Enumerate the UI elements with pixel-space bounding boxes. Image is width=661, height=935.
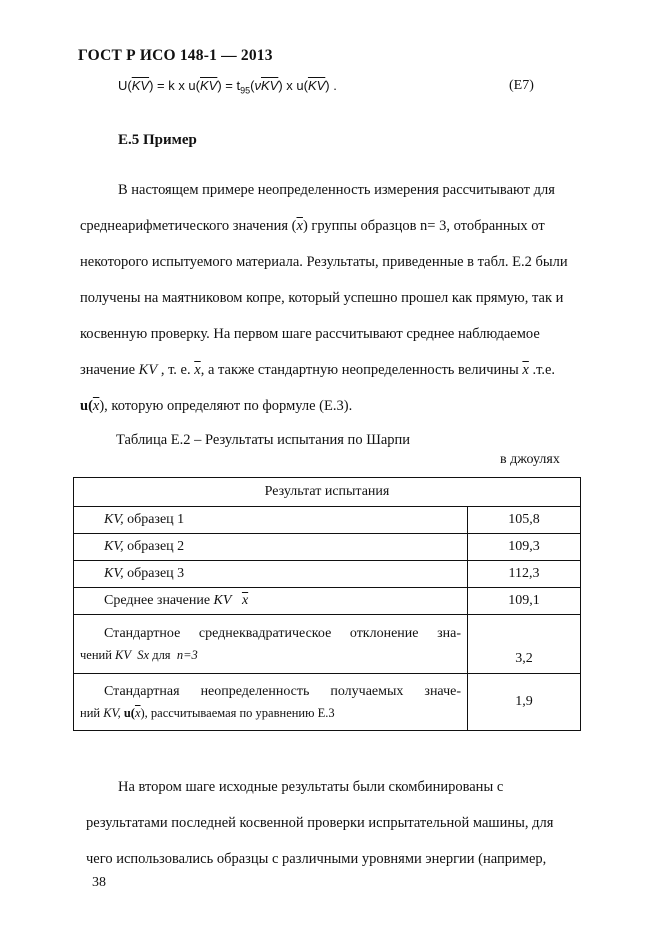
paragraph-line: косвенную проверку. На первом шаге рассчитывают среднее наблюдаемое <box>80 326 540 342</box>
results-table <box>73 477 581 731</box>
x-bar: $\overline{x}$ <box>92 398 100 414</box>
formula-part: ) = k x u( <box>149 78 200 93</box>
formula-kv: $\overline{KV}$ <box>131 78 150 93</box>
formula-part: ) x u( <box>278 78 308 93</box>
page-number: 38 <box>92 875 106 890</box>
text-part: значение <box>80 362 139 378</box>
u-symbol: u( <box>80 398 93 414</box>
row-label: KV, образец 3 <box>74 561 468 588</box>
x-bar: $\overline{x}$ <box>296 218 303 234</box>
paragraph-line: получены на маятниковом копре, который успешно прошел как прямую, так и <box>80 290 564 306</box>
row-label: Среднее значение KV $\overline{x}$ <box>74 588 468 615</box>
formula-part: U( <box>118 78 132 93</box>
paragraph-line: В настоящем примере неопределенность измерения рассчитывают для <box>118 182 555 198</box>
formula-e7 <box>118 78 337 96</box>
kv-symbol: KV <box>138 362 158 378</box>
table-row <box>74 561 581 588</box>
formula-part: ) = t <box>217 78 241 93</box>
text-part: , т. е. <box>157 362 195 378</box>
table-row-mean <box>74 588 581 615</box>
formula-subscript: 95 <box>240 85 251 96</box>
x-bar: $\overline{x}$ <box>522 362 529 378</box>
row-value: 3,2 <box>468 615 581 674</box>
row-label: KV, образец 1 <box>74 507 468 534</box>
table-row-uncertainty <box>74 674 581 731</box>
row-value: 105,8 <box>468 507 581 534</box>
row-value: 1,9 <box>468 674 581 731</box>
row-label: Стандартная неопределенность получаемых значе- ний KV, $u(\overline{x})$, рассчитываемая по уравнению Е.3 <box>74 674 468 731</box>
formula-nu: ν <box>254 78 261 93</box>
text-part: , а также стандартную неопределенность величины <box>200 362 523 378</box>
paragraph-line <box>80 398 352 415</box>
paragraph-line <box>80 218 545 235</box>
table-header: Результат испытания <box>74 478 581 507</box>
table-caption: Таблица Е.2 – Результаты испытания по Шарпи <box>116 432 411 448</box>
paragraph-line: результатами последней косвенной проверки испрытательной машины, для <box>86 815 554 831</box>
paragraph-line <box>80 362 555 379</box>
table-unit: в джоулях <box>500 452 560 467</box>
paragraph-line: некоторого испытуемого материала. Результаты, приведенные в табл. Е.2 были <box>80 254 568 270</box>
table-row <box>74 534 581 561</box>
table-header-row <box>74 478 581 507</box>
text-part: среднеарифметического значения ( <box>80 218 297 234</box>
text-part: ), которую определяют по формуле (Е.3). <box>99 398 353 414</box>
table-row <box>74 507 581 534</box>
row-value: 109,1 <box>468 588 581 615</box>
row-value: 112,3 <box>468 561 581 588</box>
paragraph-line: На втором шаге исходные результаты были скомбинированы с <box>118 779 504 795</box>
formula-kv: $\overline{KV}$ <box>200 78 218 93</box>
table-row-std <box>74 615 581 674</box>
document-header: ГОСТ Р ИСО 148-1 — 2013 <box>78 47 273 64</box>
row-label: KV, образец 2 <box>74 534 468 561</box>
section-title: Е.5 Пример <box>118 132 197 148</box>
equation-number: (E7) <box>509 78 534 93</box>
paragraph-line: чего использовались образцы с различными уровнями энергии (например, <box>86 851 547 867</box>
formula-part: ) . <box>325 78 337 93</box>
row-value: 109,3 <box>468 534 581 561</box>
x-bar: $\overline{x}$ <box>194 362 201 378</box>
formula-part: ( <box>250 78 255 93</box>
text-part: .т.е. <box>528 362 556 378</box>
formula-kv: $\overline{KV}$ <box>307 78 326 93</box>
row-label: Стандартное среднеквадратическое отклонение зна- чений KV Sx для n=3 <box>74 615 468 674</box>
formula-kv: $\overline{KV}$ <box>260 78 279 93</box>
text-part: ) группы образцов n= 3, отобранных от <box>302 218 545 234</box>
